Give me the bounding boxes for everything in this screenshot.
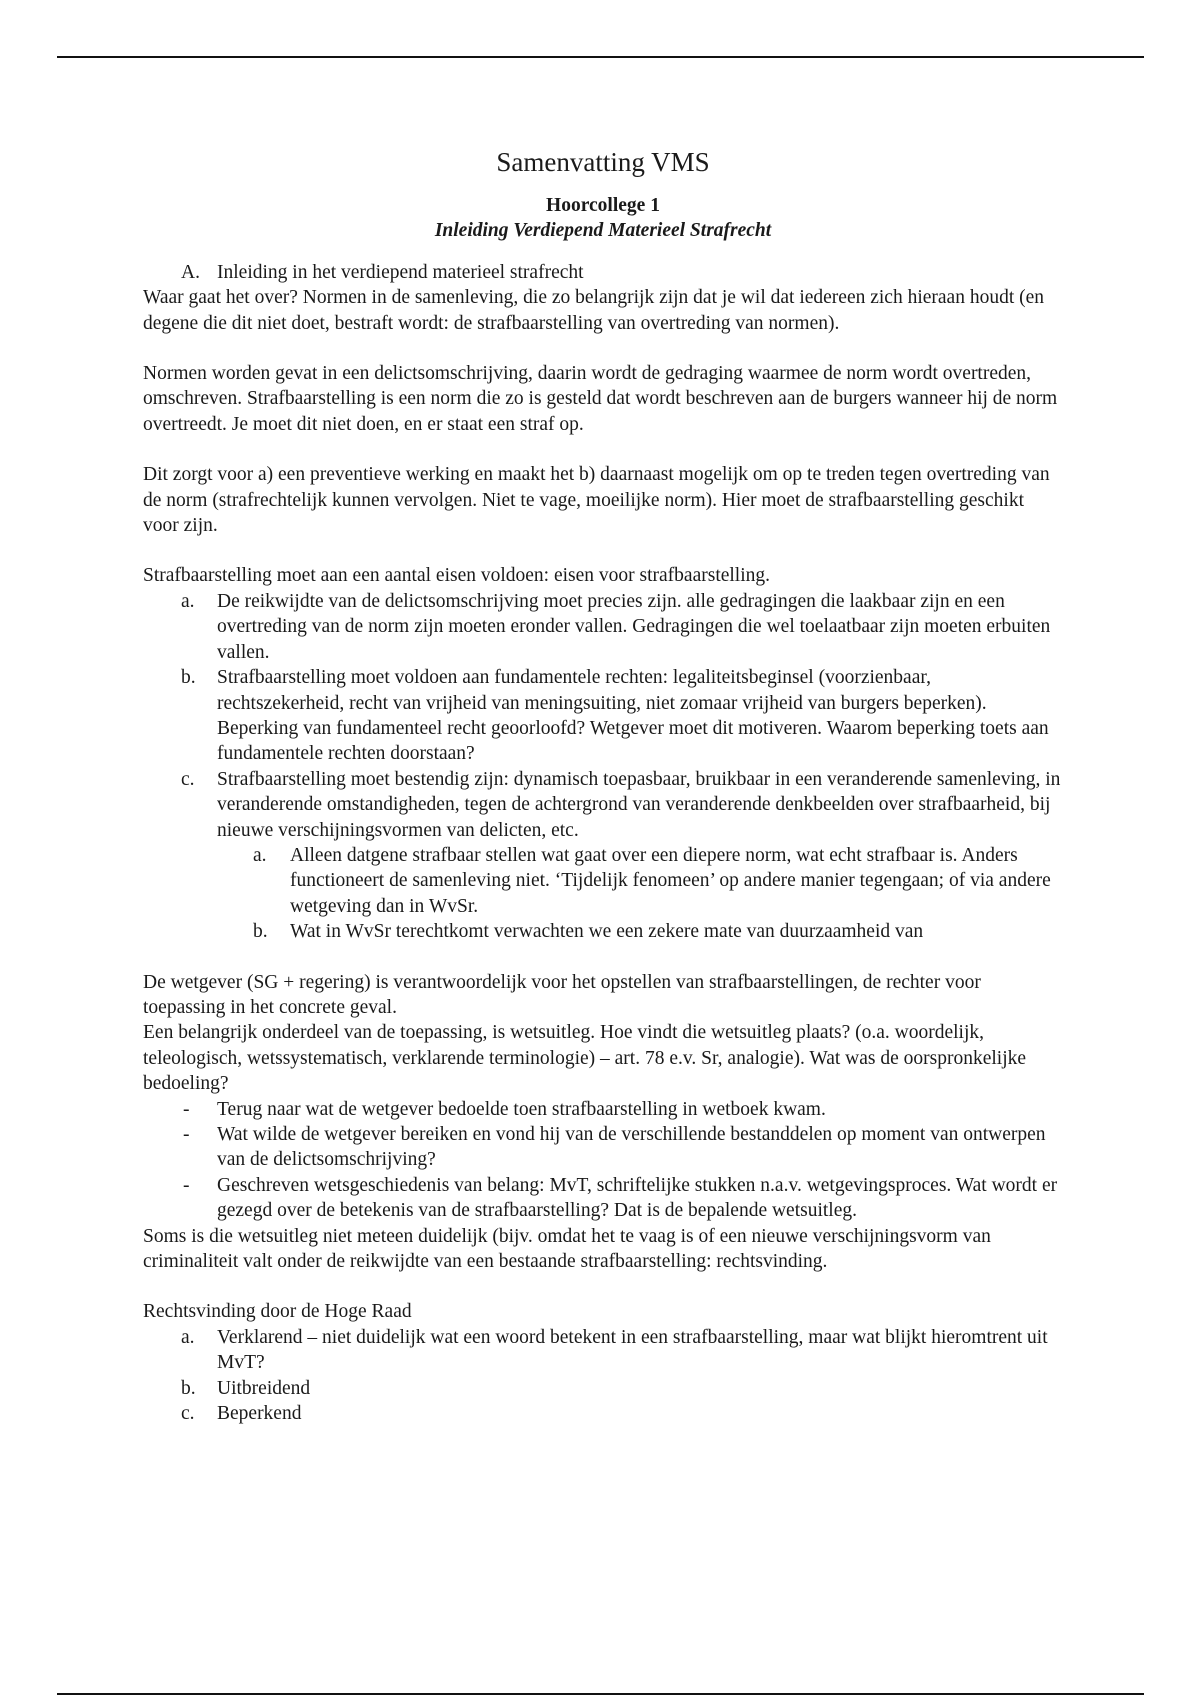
list-item-text: Strafbaarstelling moet voldoen aan fundamentele rechten: legaliteitsbeginsel (voorzienbaar, rechtszekerheid, recht van vrijheid van meningsuiting, niet zomaar vrijheid van burgers beperken). Beperking van fundamenteel recht geoorloofd? Wetgever moet dit motiveren. Waarom beperking toets aan fundamentele rechten doorstaan? <box>217 667 1049 765</box>
list-item <box>143 767 1063 843</box>
list-marker: b. <box>253 921 268 943</box>
lecture-heading: Hoorcollege 1 <box>546 195 660 216</box>
document-page <box>143 145 1063 1426</box>
list-marker: c. <box>181 1403 195 1425</box>
paragraph-normen: Normen worden gevat in een delictsomschrijving, daarin wordt de gedraging waarmee de norm wordt overtreden, omschreven. Strafbaarstelling is een norm die zo is gesteld dat wordt beschreven aan de burgers wanneer hij de norm overtreedt. Je moet dit niet doen, en er staat een straf op. <box>143 363 1058 435</box>
list-item <box>143 589 1063 665</box>
list-marker: - <box>183 1174 190 1196</box>
document-title: Samenvatting VMS <box>496 147 710 177</box>
paragraph-eisen: Strafbaarstelling moet aan een aantal eisen voldoen: eisen voor strafbaarstelling. <box>143 565 771 587</box>
paragraph-wetsuitleg: Een belangrijk onderdeel van de toepassing, is wetsuitleg. Hoe vindt die wetsuitleg plaats? (o.a. woordelijk, teleologisch, wetssystematisch, verklarende terminologie) – art. 78 e.v. Sr, analogie). Wat was de oorspronkelijke bedoeling? <box>143 1022 1027 1095</box>
sub-list-item <box>143 919 1063 944</box>
list-item <box>143 1325 1063 1376</box>
list-item-text: Wat wilde de wetgever bereiken en vond hij van de verschillende bestanddelen op moment van ontwerpen van de delictsomschrijving? <box>217 1124 1046 1171</box>
sub-list-item <box>143 843 1063 919</box>
paragraph-preventie: Dit zorgt voor a) een preventieve werking en maakt het b) daarnaast mogelijk om op te treden tegen overtreding van de norm (strafrechtelijk kunnen vervolgen. Niet te vage, moeilijke norm). Hier moet de strafbaarstelling geschikt voor zijn. <box>143 464 1050 537</box>
list-item-text: De reikwijdte van de delictsomschrijving moet precies zijn. alle gedragingen die laakbaar zijn en een overtreding van de norm zijn moeten eronder vallen. Gedragingen die wel toelaatbaar zijn moeten erbuiten vallen. <box>217 590 1051 663</box>
paragraph-rechtsvinding-intro: Soms is die wetsuitleg niet meteen duidelijk (bijv. omdat het te vaag is of een nieuwe verschijningsvorm van criminaliteit valt onder de reikwijdte van een bestaande strafbaarstelling: rechtsvinding. <box>143 1225 991 1273</box>
list-marker: b. <box>181 667 196 689</box>
list-item-text: Geschreven wetsgeschiedenis van belang: MvT, schriftelijke stukken n.a.v. wetgevingsproces. Wat wordt er gezegd over de betekenis van de strafbaarstelling? Dat is de bepalende wetsuitleg. <box>217 1174 1058 1222</box>
list-item <box>143 1097 1063 1122</box>
footer-rule <box>57 1693 1144 1695</box>
list-item-text: Uitbreidend <box>217 1377 311 1399</box>
paragraph-wetgever: De wetgever (SG + regering) is verantwoordelijk voor het opstellen van strafbaarstellingen, de rechter voor toepassing in het concrete geval. <box>143 971 981 1018</box>
list-item-text: Beperkend <box>217 1403 302 1425</box>
list-item-text: Terug naar wat de wetgever bedoelde toen strafbaarstelling in wetboek kwam. <box>217 1098 826 1120</box>
list-marker: A. <box>181 261 200 283</box>
list-marker: - <box>183 1124 190 1145</box>
section-a-heading <box>143 260 1063 285</box>
list-item <box>143 1173 1063 1224</box>
list-item-text: Wat in WvSr terechtkomt verwachten we een zekere mate van duurzaamheid van <box>290 921 924 943</box>
list-marker: a. <box>181 1326 195 1348</box>
lecture-subtitle: Inleiding Verdiepend Materieel Strafrecht <box>434 220 772 242</box>
list-item-text: Alleen datgene strafbaar stellen wat gaat over een diepere norm, wat echt strafbaar is. Anders functioneert de samenleving niet. ‘Tijdelijk fenomeen’ op andere manier tegengaan; of via andere wetgeving dan in WvSr. <box>290 844 1051 917</box>
list-marker: - <box>183 1098 190 1120</box>
list-item <box>143 1401 1063 1426</box>
list-item <box>143 665 1063 767</box>
list-item <box>143 1376 1063 1401</box>
paragraph-hoge-raad: Rechtsvinding door de Hoge Raad <box>143 1301 412 1323</box>
list-marker: b. <box>181 1377 196 1399</box>
list-item-text: Verklarend – niet duidelijk wat een woord betekent in een strafbaarstelling, maar wat blijkt hieromtrent uit MvT? <box>217 1326 1048 1374</box>
header-rule <box>57 56 1144 58</box>
list-item-text: Strafbaarstelling moet bestendig zijn: dynamisch toepasbaar, bruikbaar in een veranderende samenleving, in veranderende omstandigheden, tegen de achtergrond van veranderende denkbeelden over strafbaarheid, bij nieuwe verschijningsvormen van delicten, etc. <box>217 768 1061 841</box>
list-item <box>143 1122 1063 1173</box>
section-heading-text: Inleiding in het verdiepend materieel strafrecht <box>217 261 584 283</box>
list-marker: a. <box>181 590 195 612</box>
list-marker: a. <box>253 844 267 866</box>
paragraph-intro: Waar gaat het over? Normen in de samenleving, die zo belangrijk zijn dat je wil dat iedereen zich hieraan houdt (en degene die dit niet doet, bestraft wordt: de strafbaarstelling van overtreding van normen). <box>143 287 1045 334</box>
list-marker: c. <box>181 768 195 790</box>
